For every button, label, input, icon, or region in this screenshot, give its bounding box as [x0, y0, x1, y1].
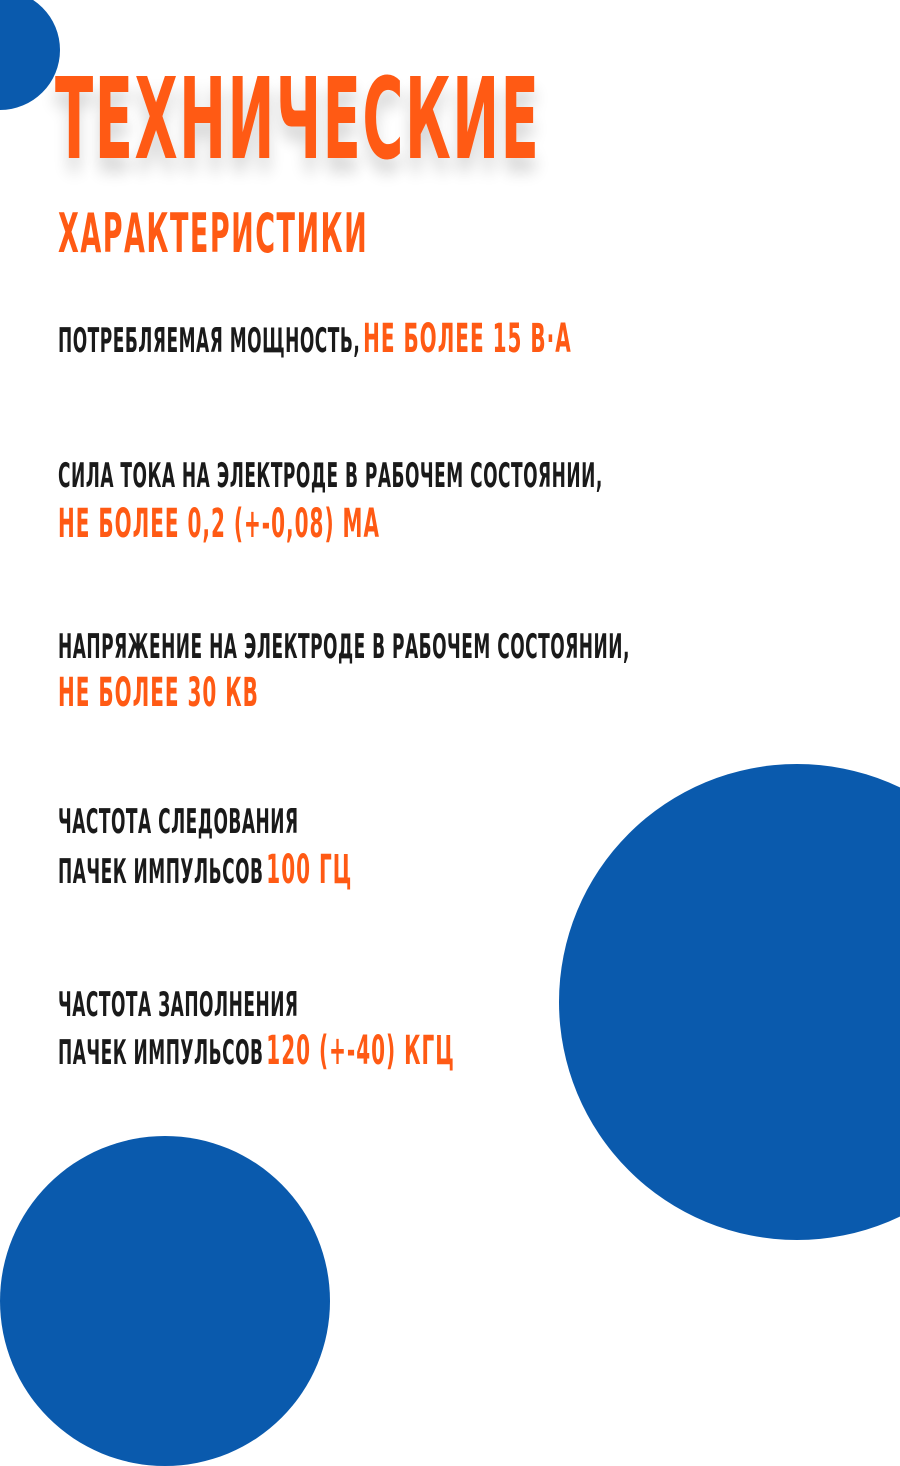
spec-pulse-frequency-label-2: ПАЧЕК ИМПУЛЬСОВ	[58, 852, 264, 892]
spec-pulse-frequency-value: 100 ГЦ	[266, 847, 353, 893]
spec-pulse-frequency	[58, 798, 352, 902]
spec-pulse-frequency-label-1: ЧАСТОТА СЛЕДОВАНИЯ	[58, 802, 299, 842]
page-title: ТЕХНИЧЕСКИЕ	[55, 55, 541, 185]
spec-voltage-value: НЕ БОЛЕЕ 30 КВ	[58, 670, 259, 716]
spec-voltage-label: НАПРЯЖЕНИЕ НА ЭЛЕКТРОДЕ В РАБОЧЕМ СОСТОЯНИИ,	[58, 627, 630, 667]
spec-current-value: НЕ БОЛЕЕ 0,2 (+-0,08) МА	[58, 501, 380, 547]
spec-fill-frequency-line-2	[58, 1028, 455, 1082]
decor-circle-right	[559, 764, 900, 1240]
spec-power-line	[58, 314, 572, 372]
page-subtitle: ХАРАКТЕРИСТИКИ	[58, 202, 369, 265]
spec-fill-frequency-value: 120 (+-40) КГЦ	[266, 1028, 455, 1074]
spec-fill-frequency-label-1: ЧАСТОТА ЗАПОЛНЕНИЯ	[58, 985, 299, 1025]
spec-power-label: ПОТРЕБЛЯЕМАЯ МОЩНОСТЬ,	[58, 321, 361, 361]
decor-circle-bottom	[0, 1136, 330, 1466]
spec-fill-frequency-label-2: ПАЧЕК ИМПУЛЬСОВ	[58, 1033, 264, 1073]
spec-power	[58, 314, 572, 372]
spec-current-label: СИЛА ТОКА НА ЭЛЕКТРОДЕ В РАБОЧЕМ СОСТОЯНИИ,	[58, 456, 603, 496]
spec-fill-frequency	[58, 982, 455, 1082]
decor-circle-top-left	[0, 0, 60, 110]
spec-voltage	[58, 624, 630, 716]
spec-pulse-frequency-line-2	[58, 846, 352, 902]
spec-power-value: НЕ БОЛЕЕ 15 В·А	[363, 316, 572, 362]
spec-current	[58, 452, 603, 548]
